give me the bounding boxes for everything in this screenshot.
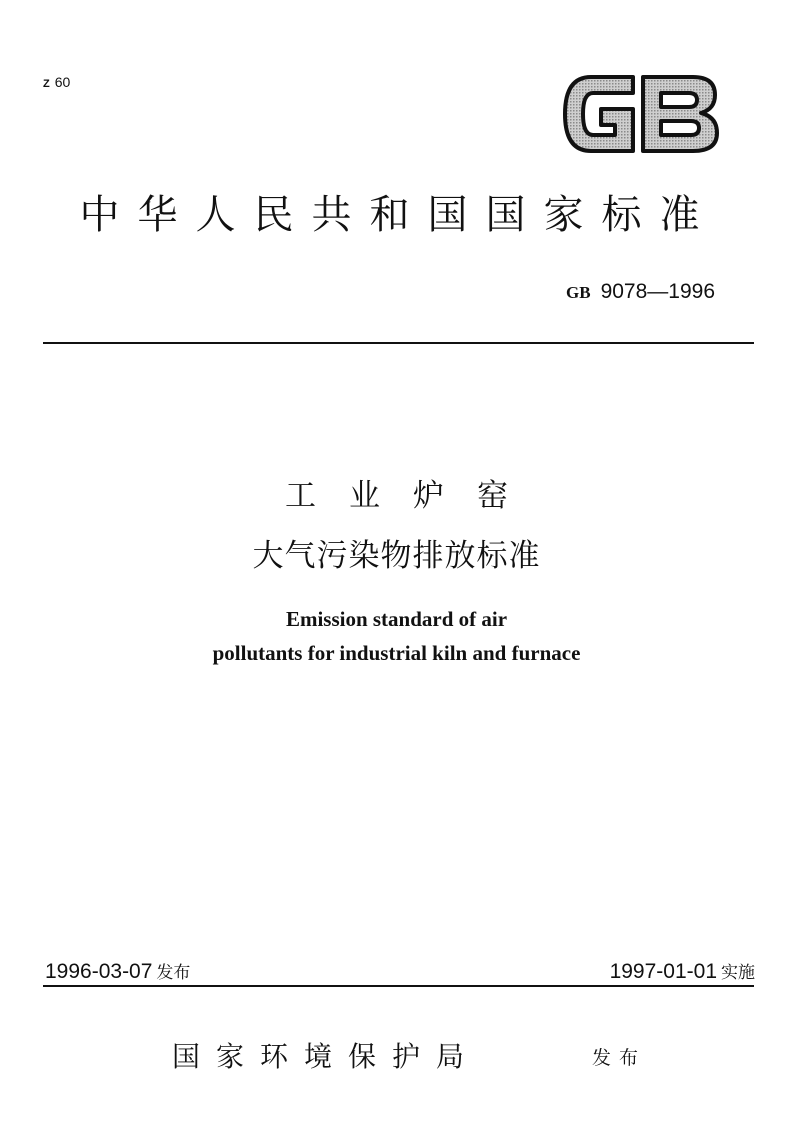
- english-title-line-2: pollutants for industrial kiln and furnace: [212, 641, 581, 665]
- footer-divider: [43, 985, 754, 987]
- chinese-title-line-2: 大气污染物排放标准: [252, 538, 541, 574]
- classification-code: [43, 74, 70, 90]
- standard-code: 9078—1996: [600, 280, 715, 303]
- implementation-date-value: 1997-01-01: [609, 960, 717, 983]
- issue-date-value: 1996-03-07: [45, 960, 153, 983]
- publish-label: 发布: [592, 1047, 647, 1069]
- header-divider: [43, 342, 754, 344]
- chinese-title-line-1: 工业炉窑: [285, 478, 541, 514]
- implementation-date: [610, 958, 755, 984]
- gb-logo-icon: [561, 71, 719, 157]
- standard-number: [430, 280, 715, 304]
- publisher-name: 国家环境保护局: [172, 1040, 481, 1073]
- classification-letter: Z: [43, 78, 50, 90]
- issue-date: [45, 958, 190, 984]
- english-title-line-1: Emission standard of air: [285, 607, 508, 631]
- national-standard-title: 中华人民共和国国家标准: [79, 192, 718, 238]
- issue-label: 发布: [156, 963, 191, 983]
- standard-prefix: GB: [566, 283, 591, 302]
- implementation-label: 实施: [721, 963, 755, 983]
- classification-number: 60: [54, 74, 71, 90]
